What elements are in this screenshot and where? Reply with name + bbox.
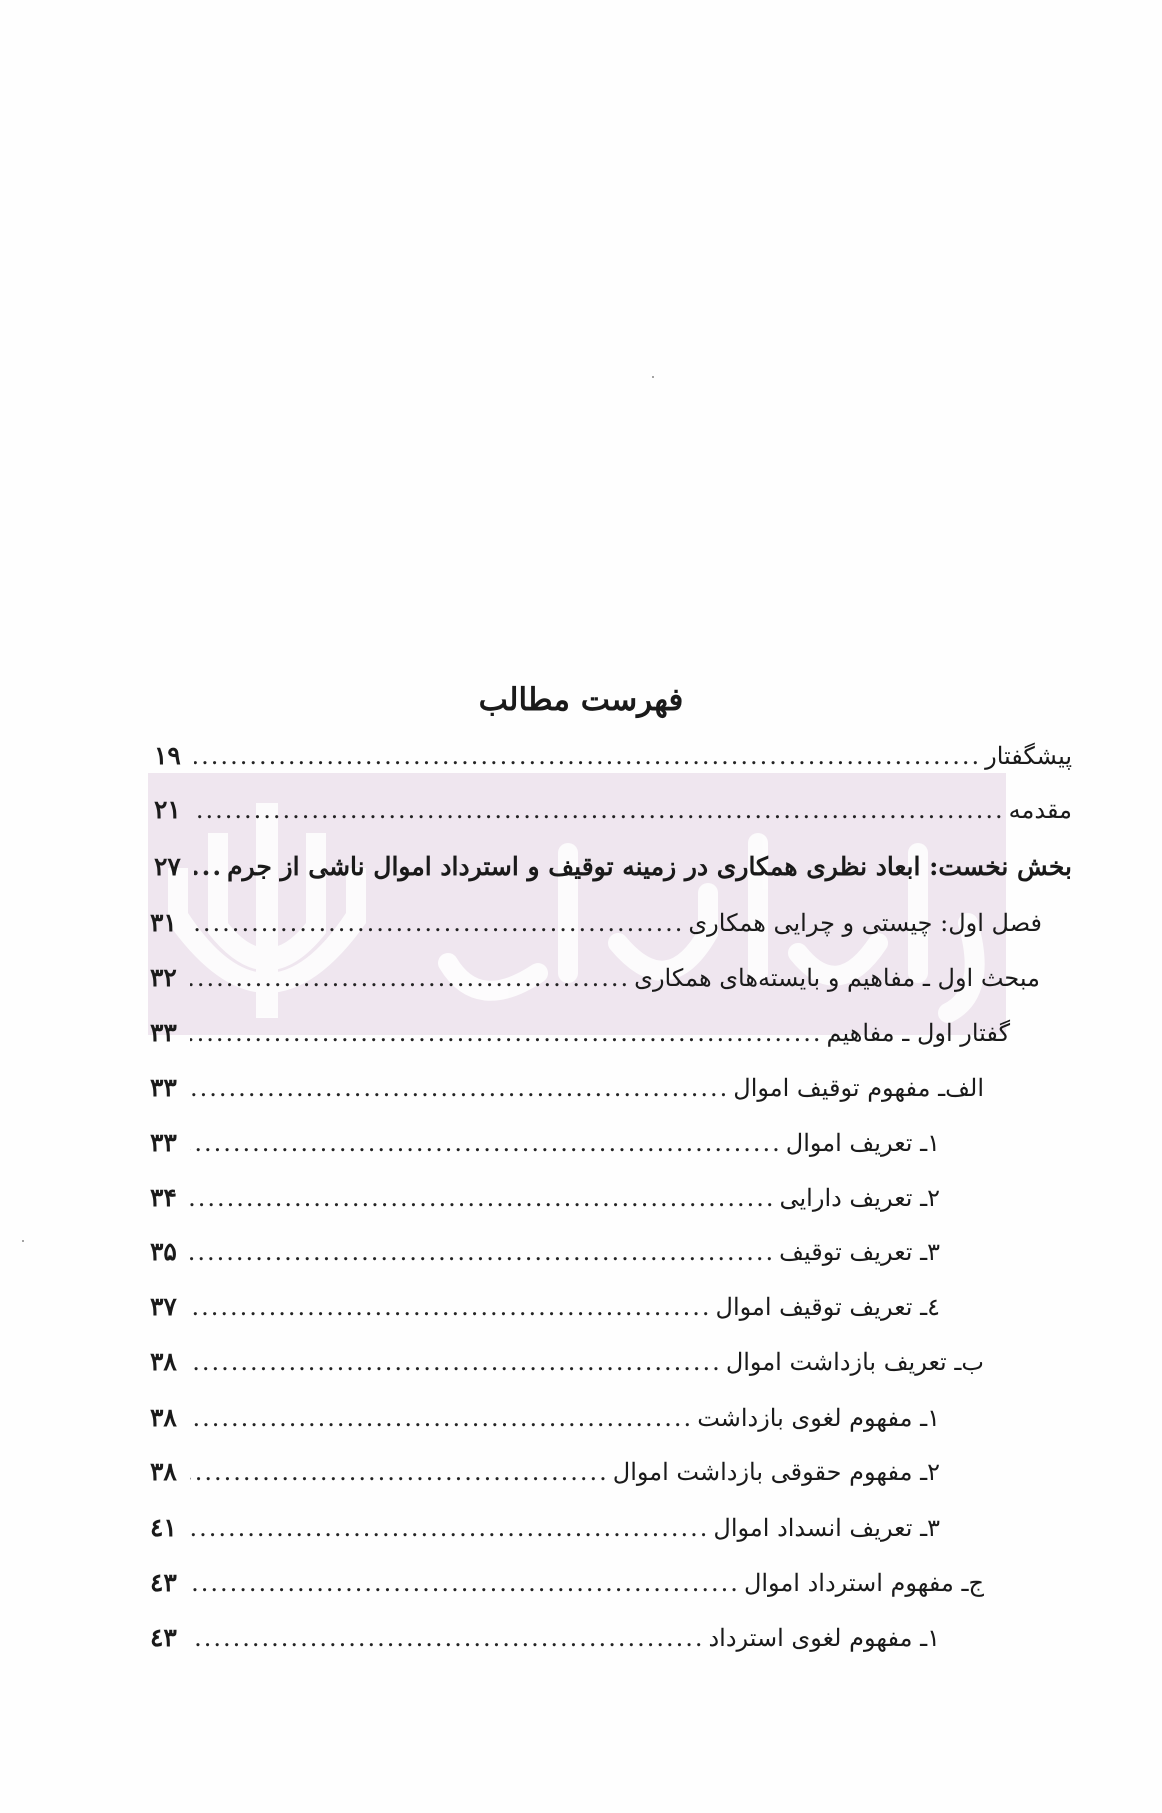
toc-entry-title: ۱ـ مفهوم لغوی استرداد (708, 1624, 940, 1652)
toc-page-number: ٤۳ (150, 1623, 177, 1652)
toc-entry-title: ب‌ـ تعریف بازداشت اموال (725, 1348, 984, 1376)
dot-leader (190, 1569, 740, 1597)
dot-leader (190, 1348, 722, 1376)
toc-entry (150, 1568, 984, 1608)
toc-entry-title: ۲ـ تعریف دارایی (779, 1184, 940, 1212)
toc-page-number: ۳۵ (150, 1237, 177, 1266)
toc-entry (150, 1403, 940, 1443)
dot-leader (194, 796, 1005, 824)
toc-entry (150, 963, 1040, 1003)
stray-mark (652, 376, 654, 378)
dot-leader (194, 852, 223, 881)
dot-leader (194, 742, 981, 770)
toc-entry (150, 1128, 940, 1168)
toc-entry (150, 1073, 984, 1113)
toc-entry (150, 1347, 984, 1387)
toc-entry-title: پیشگفتار (985, 742, 1072, 770)
toc-page-number: ۱۹ (154, 741, 181, 770)
dot-leader (190, 964, 630, 992)
toc-entry-title: مقدمه (1008, 796, 1072, 824)
toc-entry (150, 1513, 940, 1553)
toc-entry-title: گفتار اول ـ مفاهیم (826, 1019, 1010, 1047)
dot-leader (190, 1238, 775, 1266)
stray-mark (22, 1240, 24, 1242)
toc-entry (150, 908, 1042, 948)
toc-page-number: ۳۲ (150, 963, 177, 992)
toc-entry (154, 852, 1072, 892)
dot-leader (190, 1514, 709, 1542)
dot-leader (190, 1129, 782, 1157)
toc-entry (150, 1183, 940, 1223)
toc-page-number: ٤۱ (150, 1513, 177, 1542)
dot-leader (190, 1184, 776, 1212)
toc-entry (150, 1018, 1010, 1058)
toc-entry-title: ۳ـ تعریف توقیف (779, 1238, 940, 1266)
toc-entry-title: ۲ـ مفهوم حقوقی بازداشت اموال (612, 1458, 940, 1486)
dot-leader (190, 1074, 729, 1102)
dot-leader (190, 1019, 822, 1047)
page-title: فهرست مطالب (478, 682, 684, 718)
dot-leader (190, 1293, 712, 1321)
toc-page-number: ۳۳ (150, 1128, 177, 1157)
toc-page-number: ۲۷ (154, 852, 181, 881)
toc-page-number: ۳۴ (150, 1183, 177, 1212)
dot-leader (190, 1624, 704, 1652)
toc-page-number: ٤۳ (150, 1568, 177, 1597)
toc-entry (154, 795, 1072, 835)
toc-entry-title: ۱ـ مفهوم لغوی بازداشت (697, 1404, 940, 1432)
toc-entry (150, 1292, 940, 1332)
dot-leader (190, 909, 684, 937)
toc-entry-title: بخش نخست: ابعاد نظری همکاری در زمینه توقیف و استرداد اموال ناشی از جرم (227, 852, 1072, 881)
toc-entry (150, 1237, 940, 1277)
toc-page-number: ۳۱ (150, 908, 177, 937)
toc-page-number: ۲۱ (154, 795, 181, 824)
toc-entry (150, 1457, 940, 1497)
toc-page-number: ۳۷ (150, 1292, 177, 1321)
toc-page-number: ۳۸ (150, 1403, 177, 1432)
toc-page-number: ۳۳ (150, 1018, 177, 1047)
toc-page-number: ۳۸ (150, 1457, 177, 1486)
toc-entry (150, 1623, 940, 1663)
toc-entry-title: مبحث اول ـ مفاهیم و بایسته‌های همکاری (634, 964, 1040, 992)
toc-entry (154, 741, 1072, 781)
toc-entry-title: ج‌ـ مفهوم استرداد اموال (743, 1569, 984, 1597)
dot-leader (190, 1458, 609, 1486)
toc-page-number: ۳۸ (150, 1347, 177, 1376)
toc-entry-title: فصل اول: چیستی و چرایی همکاری (688, 909, 1042, 937)
toc-entry-title: الف‌ـ مفهوم توقیف اموال (733, 1074, 984, 1102)
toc-page-number: ۳۳ (150, 1073, 177, 1102)
toc-entry-title: ٤ـ تعریف توقیف اموال (715, 1293, 940, 1321)
toc-entry-title: ۱ـ تعریف اموال (785, 1129, 940, 1157)
dot-leader (190, 1404, 693, 1432)
toc-entry-title: ۳ـ تعریف انسداد اموال (713, 1514, 940, 1542)
